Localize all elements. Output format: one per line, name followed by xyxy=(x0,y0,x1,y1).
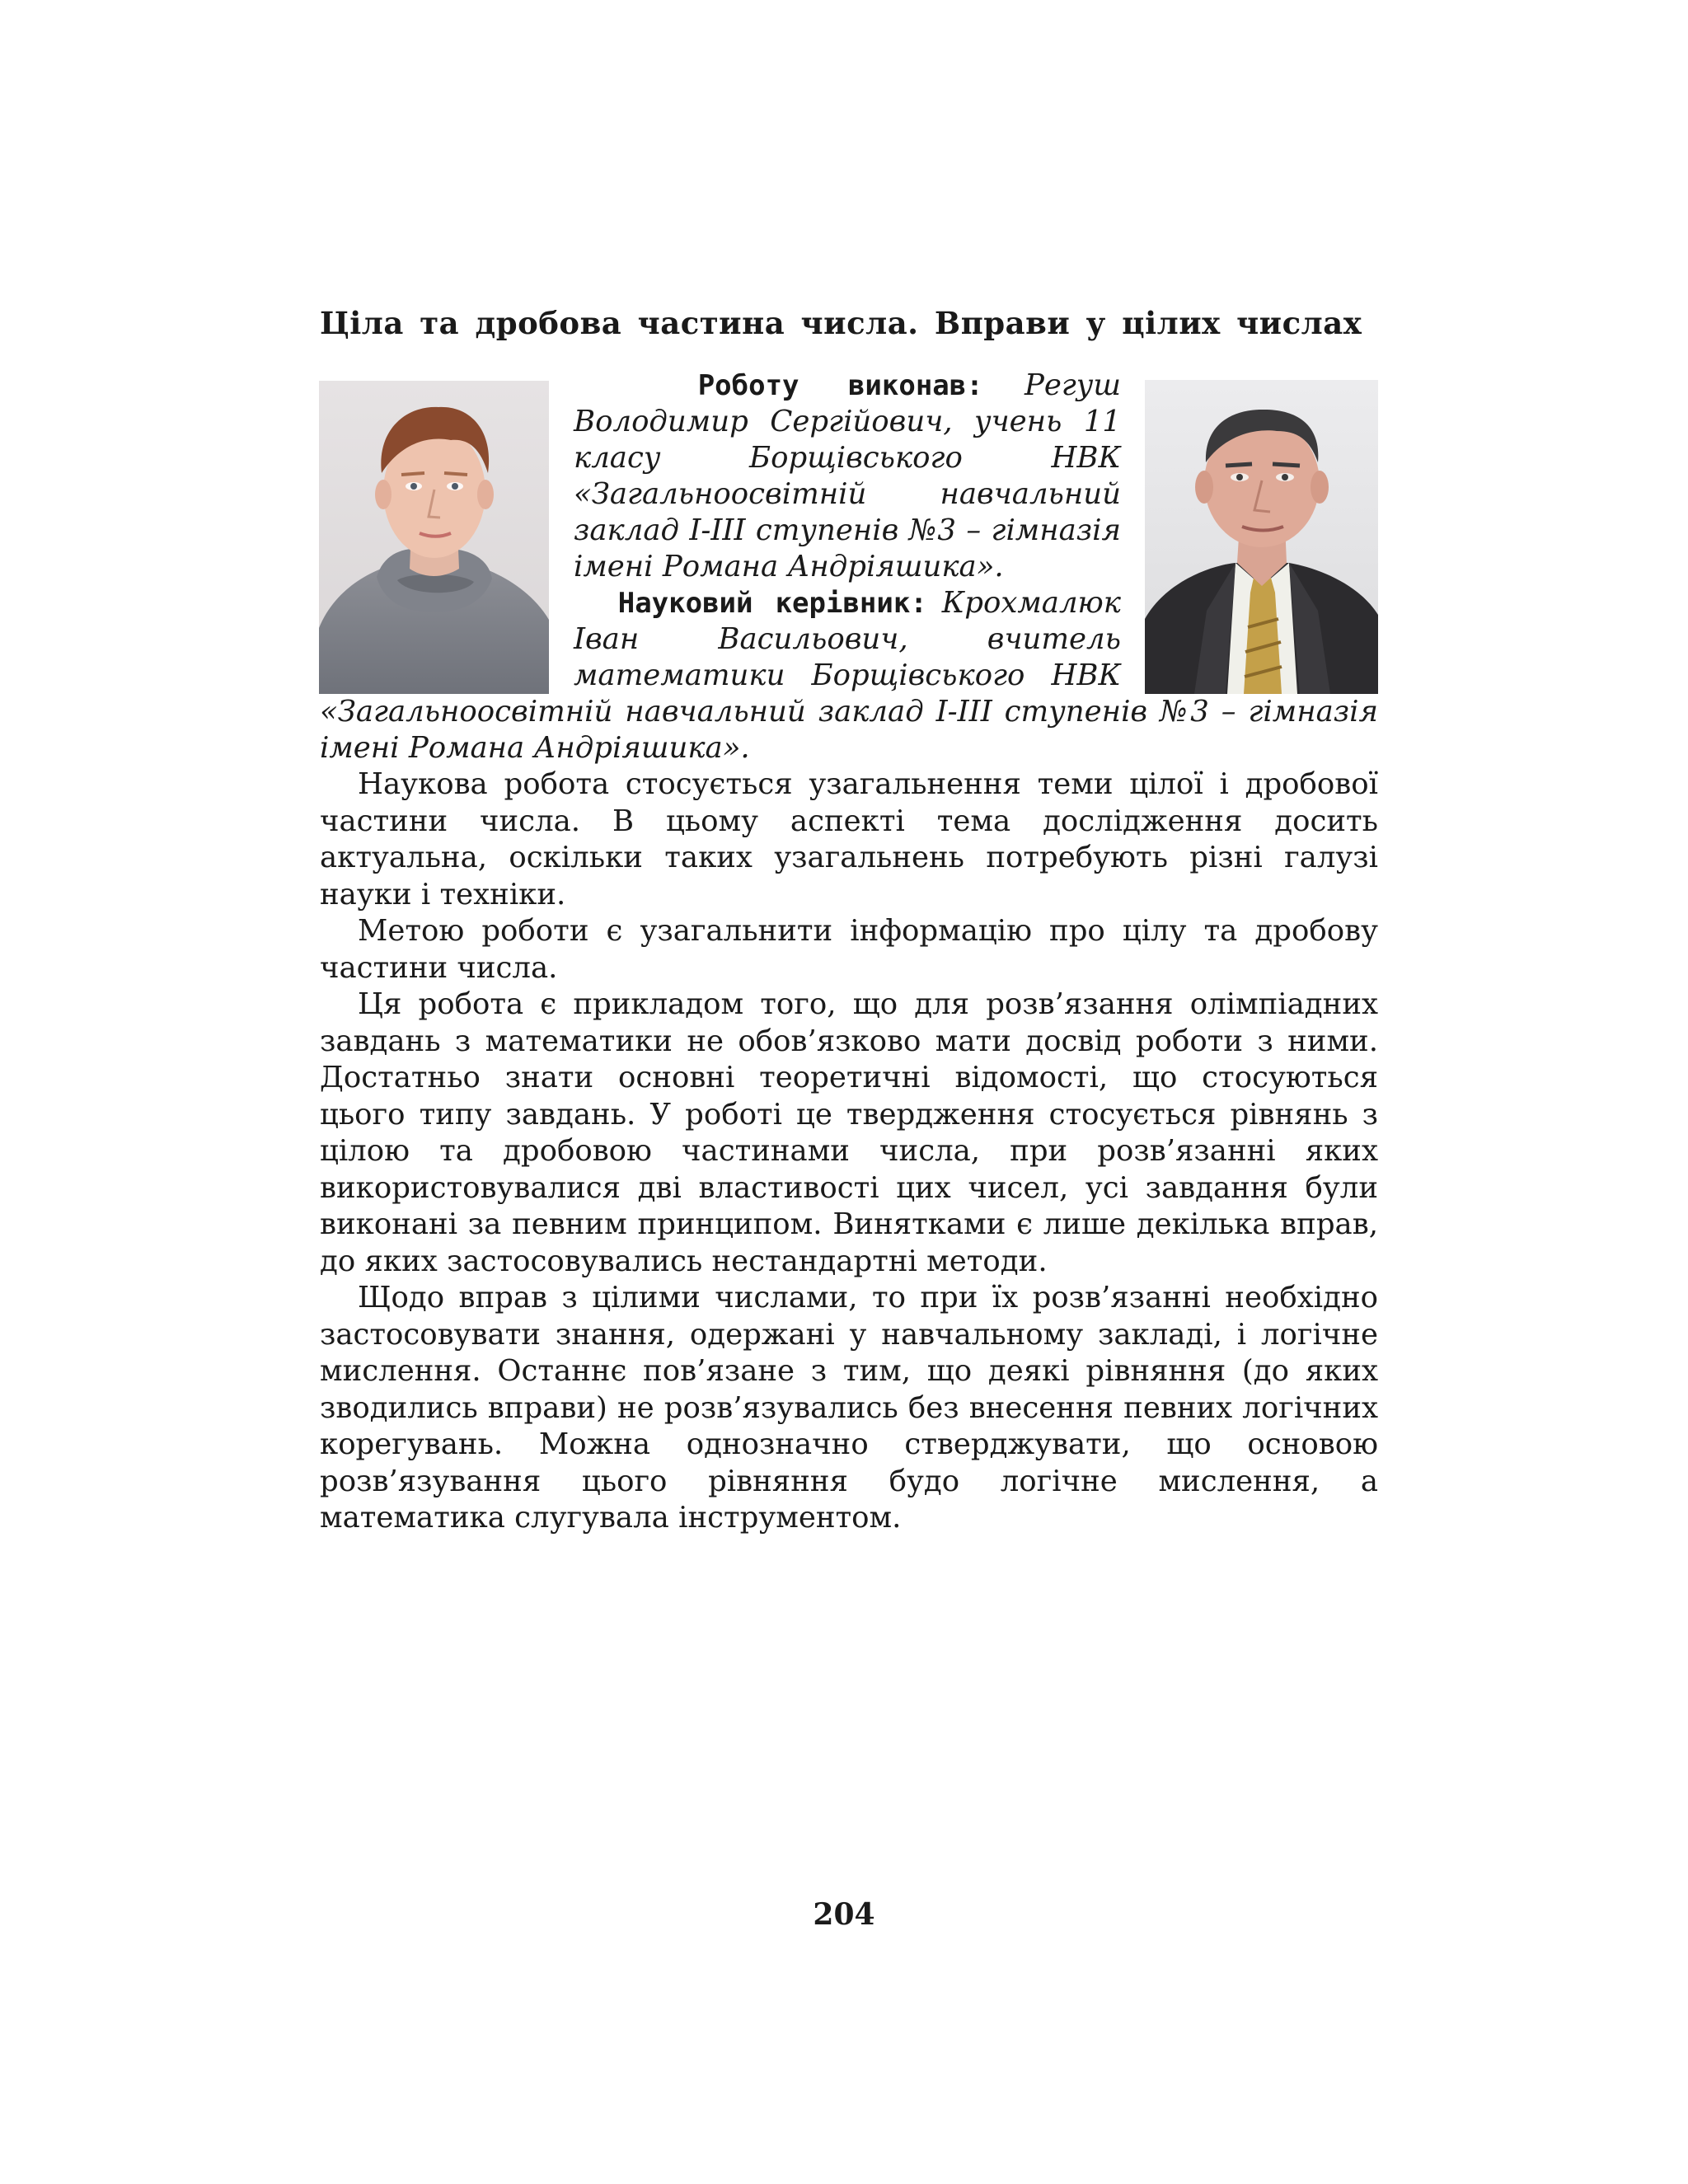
advisor-label: Науковий керівник: xyxy=(617,587,927,620)
paragraph: Метою роботи є узагальнити інформацію про цілу та дробову частини числа. xyxy=(320,914,1378,985)
advisor-name: Крохмалюк Іван Васильович, вчитель математики Борщівського НВК «Загальноосвітній навчальний заклад І-ІІІ ступенів №3 – гімназія імені Романа Андріяшика». xyxy=(320,586,1378,765)
credits-block xyxy=(320,368,1378,766)
paragraph: Ця робота є прикладом того, що для розв’язання олімпіадних завдань з математики не обов’язково мати досвід роботи з ними. Достатньо знати основні теоретичні відомості, що стосуються цього типу завдань. У роботі це твердження стосується рівнянь з цілою та дробовою частинами числа, при розв’язанні яких використовувалися дві властивості цих чисел, усі завдання були виконані за певним принципом. Винятками є лише декілька вправ, до яких застосовувались нестандартні методи. xyxy=(320,987,1378,1278)
page-title: Ціла та дробова частина числа. Вправи у цілих числах xyxy=(320,305,1362,341)
page-number: 204 xyxy=(813,1897,875,1932)
author-label: Роботу виконав: xyxy=(697,369,983,402)
paragraph: Наукова робота стосується узагальнення теми цілої і дробової частини числа. В цьому аспекті тема дослідження досить актуальна, оскільки таких узагальнень потребують різні галузі науки і техніки. xyxy=(320,767,1378,912)
body-text xyxy=(320,766,1378,1537)
paragraph: Щодо вправ з цілими числами, то при їх розв’язанні необхідно застосовувати знання, одержані у навчальному закладі, і логічне мислення. Останнє пов’язане з тим, що деякі рівняння (до яких зводились вправи) не розв’язувались без внесення певних логічних корегувань. Можна однозначно стверджувати, що основою розв’язування цього рівняння будо логічне мислення, а математика слугувала інструментом. xyxy=(320,1281,1378,1535)
author-name: Регуш Володимир Сергійович, учень 11 класу Борщівського НВК «Загальноосвітній навчальний заклад І-ІІІ ступенів №3 – гімназія імені Романа Андріяшика». xyxy=(574,368,1121,583)
